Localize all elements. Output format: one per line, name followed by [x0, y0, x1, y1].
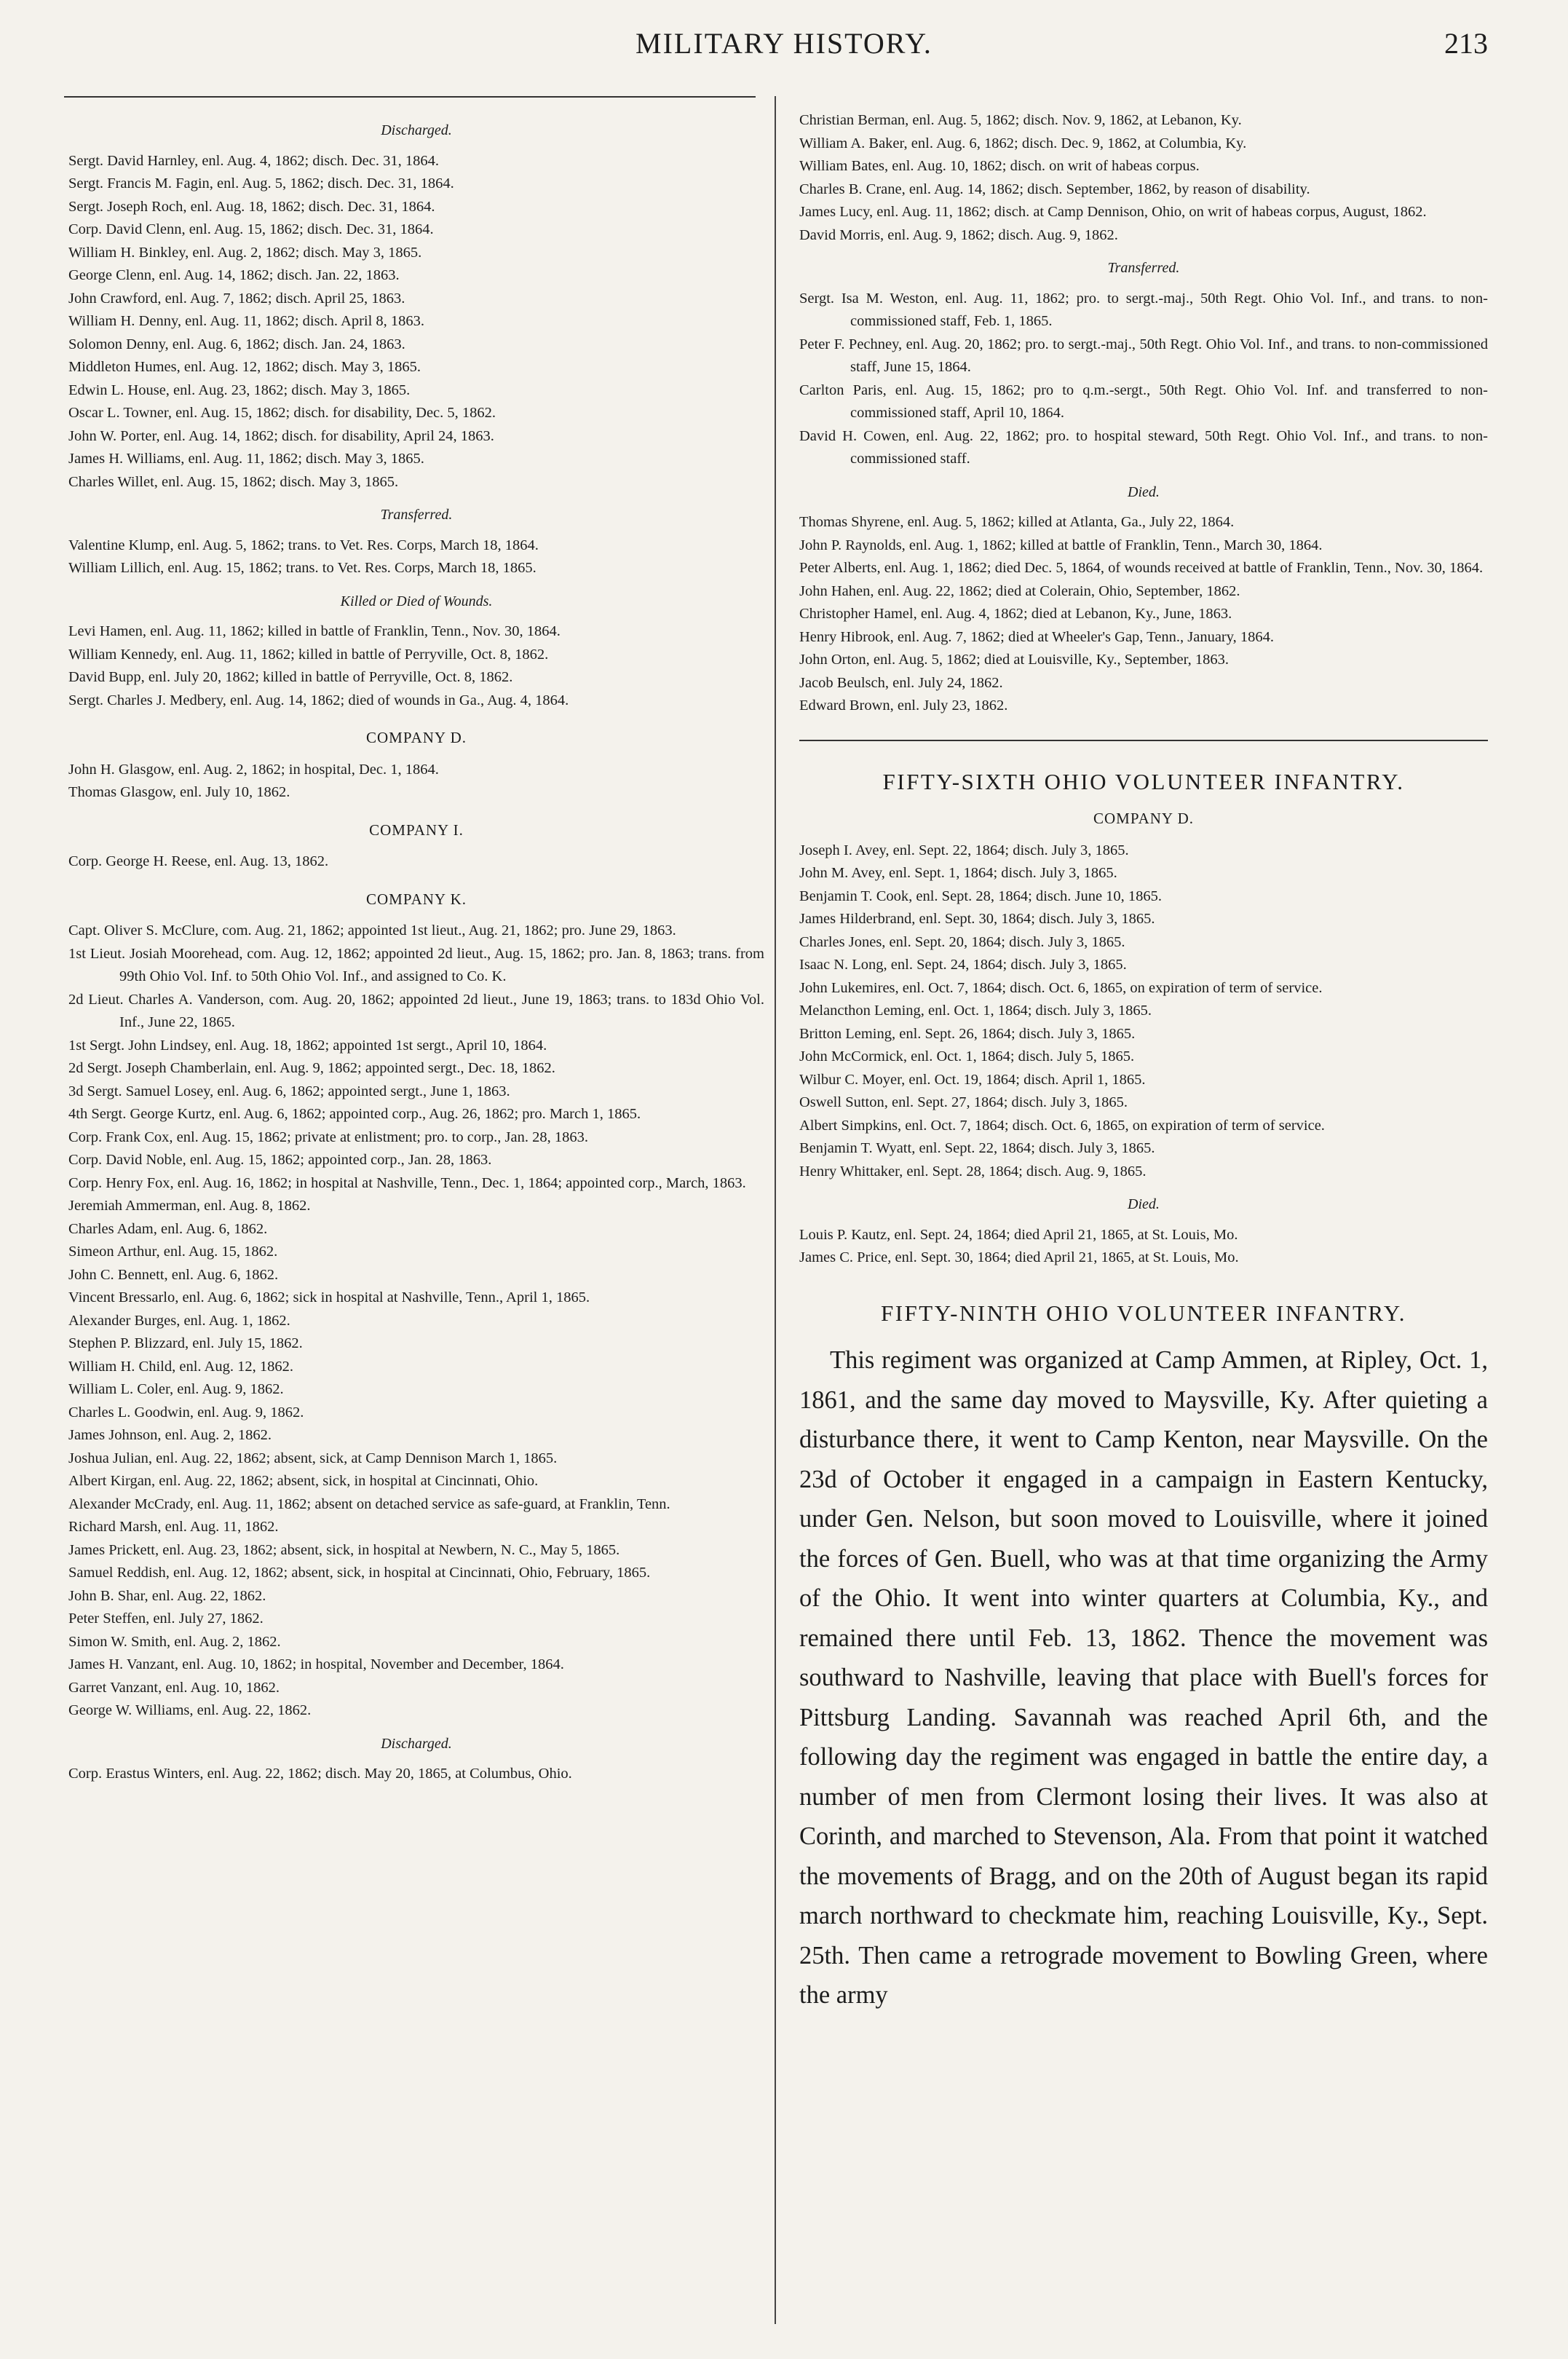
roster-entry: David H. Cowen, enl. Aug. 22, 1862; pro. to hospital steward, 50th Regt. Ohio Vol. Inf., and trans. to non-commissioned staff. — [799, 427, 1488, 467]
section-subheading: Died. — [1128, 483, 1160, 500]
section-subheading: Killed or Died of Wounds. — [340, 593, 493, 609]
roster-entry: Levi Hamen, enl. Aug. 11, 1862; killed in battle of Franklin, Tenn., Nov. 30, 1864. — [68, 623, 561, 639]
roster-entry: James Prickett, enl. Aug. 23, 1862; absent, sick, in hospital at Newbern, N. C., May 5, 1865. — [68, 1541, 620, 1558]
roster-entry: Louis P. Kautz, enl. Sept. 24, 1864; died April 21, 1865, at St. Louis, Mo. — [799, 1226, 1238, 1243]
company-heading: COMPANY D. — [1093, 810, 1194, 827]
section-subheading: Transferred. — [1107, 260, 1180, 276]
header-rule — [64, 96, 756, 98]
roster-entry: Britton Leming, enl. Sept. 26, 1864; disch. July 3, 1865. — [799, 1025, 1136, 1042]
roster-entry: Samuel Reddish, enl. Aug. 12, 1862; absent, sick, in hospital at Cincinnati, Ohio, February, 1865. — [68, 1565, 651, 1581]
roster-entry: John Orton, enl. Aug. 5, 1862; died at Louisville, Ky., September, 1863. — [799, 652, 1230, 668]
roster-entry: Benjamin T. Wyatt, enl. Sept. 22, 1864; disch. July 3, 1865. — [799, 1140, 1155, 1156]
roster-entry: 1st Sergt. John Lindsey, enl. Aug. 18, 1862; appointed 1st sergt., April 10, 1864. — [68, 1037, 547, 1054]
roster-entry: William H. Denny, enl. Aug. 11, 1862; disch. April 8, 1863. — [68, 313, 425, 329]
roster-entry: Charles Adam, enl. Aug. 6, 1862. — [68, 1220, 268, 1237]
page-header — [0, 26, 1568, 84]
regiment-title: FIFTY-NINTH OHIO VOLUNTEER INFANTRY. — [880, 1300, 1407, 1326]
section-subheading: Transferred. — [380, 507, 453, 523]
roster-entry: Charles Jones, enl. Sept. 20, 1864; disch. July 3, 1865. — [799, 933, 1125, 950]
roster-entry: 4th Sergt. George Kurtz, enl. Aug. 6, 1862; appointed corp., Aug. 26, 1862; pro. March 1, 1865. — [68, 1106, 641, 1122]
roster-entry: Henry Hibrook, enl. Aug. 7, 1862; died at Wheeler's Gap, Tenn., January, 1864. — [799, 628, 1275, 645]
roster-entry: 1st Lieut. Josiah Moorehead, com. Aug. 12, 1862; appointed 2d lieut., Aug. 15, 1862; pro. Jan. 8, 1863; trans. from 99th Ohio Vol. Inf. to 50th Ohio Vol. Inf., and assigned to Co. K. — [68, 945, 764, 984]
roster-entry: 3d Sergt. Samuel Losey, enl. Aug. 6, 1862; appointed sergt., June 1, 1863. — [68, 1083, 510, 1099]
roster-entry: Peter Alberts, enl. Aug. 1, 1862; died Dec. 5, 1864, of wounds received at battle of Franklin, Tenn., Nov. 30, 1864. — [799, 560, 1484, 576]
roster-entry: Sergt. Francis M. Fagin, enl. Aug. 5, 1862; disch. Dec. 31, 1864. — [68, 175, 454, 191]
roster-entry: Joseph I. Avey, enl. Sept. 22, 1864; disch. July 3, 1865. — [799, 842, 1129, 858]
roster-entry: Charles L. Goodwin, enl. Aug. 9, 1862. — [68, 1404, 304, 1420]
roster-entry: Corp. Frank Cox, enl. Aug. 15, 1862; private at enlistment; pro. to corp., Jan. 28, 1863. — [68, 1129, 588, 1145]
roster-entry: Peter F. Pechney, enl. Aug. 20, 1862; pro. to sergt.-maj., 50th Regt. Ohio Vol. Inf., and trans. to non-commissioned staff, June 15, 1864. — [799, 336, 1488, 375]
roster-entry: Sergt. Isa M. Weston, enl. Aug. 11, 1862; pro. to sergt.-maj., 50th Regt. Ohio Vol. Inf., and trans. to non-commissioned staff, Feb. 1, 1865. — [799, 290, 1488, 329]
section-subheading: Discharged. — [381, 122, 452, 138]
running-title: MILITARY HISTORY. — [635, 27, 933, 60]
roster-entry: John McCormick, enl. Oct. 1, 1864; disch. July 5, 1865. — [799, 1048, 1135, 1064]
roster-entry: Simeon Arthur, enl. Aug. 15, 1862. — [68, 1244, 278, 1260]
roster-entry: Middleton Humes, enl. Aug. 12, 1862; disch. May 3, 1865. — [68, 359, 421, 375]
roster-entry: Albert Kirgan, enl. Aug. 22, 1862; absent, sick, in hospital at Cincinnati, Ohio. — [68, 1473, 539, 1489]
roster-entry: Vincent Bressarlo, enl. Aug. 6, 1862; sick in hospital at Nashville, Tenn., April 1, 1865. — [68, 1289, 590, 1305]
roster-entry: Richard Marsh, enl. Aug. 11, 1862. — [68, 1519, 279, 1535]
roster-entry: Jacob Beulsch, enl. July 24, 1862. — [799, 674, 1003, 691]
roster-entry: John Hahen, enl. Aug. 22, 1862; died at Colerain, Ohio, September, 1862. — [799, 582, 1240, 599]
roster-entry: Garret Vanzant, enl. Aug. 10, 1862. — [68, 1679, 280, 1696]
roster-entry: Capt. Oliver S. McClure, com. Aug. 21, 1862; appointed 1st lieut., Aug. 21, 1862; pro. June 29, 1863. — [68, 922, 676, 939]
roster-entry: Sergt. Charles J. Medbery, enl. Aug. 14, 1862; died of wounds in Ga., Aug. 4, 1864. — [68, 692, 569, 708]
roster-entry: John Lukemires, enl. Oct. 7, 1864; disch. Oct. 6, 1865, on expiration of term of service. — [799, 979, 1323, 996]
roster-entry: Corp. David Noble, enl. Aug. 15, 1862; appointed corp., Jan. 28, 1863. — [68, 1152, 492, 1168]
page-number: 213 — [1444, 27, 1488, 60]
company-heading: COMPANY I. — [369, 821, 464, 839]
roster-entry: Albert Simpkins, enl. Oct. 7, 1864; disch. Oct. 6, 1865, on expiration of term of service. — [799, 1117, 1325, 1134]
roster-entry: John C. Bennett, enl. Aug. 6, 1862. — [68, 1266, 279, 1283]
roster-entry: Simon W. Smith, enl. Aug. 2, 1862. — [68, 1633, 281, 1650]
roster-entry: Christian Berman, enl. Aug. 5, 1862; disch. Nov. 9, 1862, at Lebanon, Ky. — [799, 112, 1242, 128]
roster-entry: Melancthon Leming, enl. Oct. 1, 1864; disch. July 3, 1865. — [799, 1003, 1152, 1019]
roster-entry: James Hilderbrand, enl. Sept. 30, 1864; disch. July 3, 1865. — [799, 911, 1155, 927]
roster-entry: Sergt. David Harnley, enl. Aug. 4, 1862; disch. Dec. 31, 1864. — [68, 152, 440, 169]
roster-entry: James Johnson, enl. Aug. 2, 1862. — [68, 1427, 272, 1443]
company-heading: COMPANY K. — [366, 890, 467, 908]
roster-entry: George W. Williams, enl. Aug. 22, 1862. — [68, 1702, 312, 1718]
section-subheading: Discharged. — [381, 1735, 452, 1752]
roster-entry: Carlton Paris, enl. Aug. 15, 1862; pro to q.m.-sergt., 50th Regt. Ohio Vol. Inf. and transferred to non-commissioned staff, April 10, 1864. — [799, 382, 1488, 421]
left-column — [68, 109, 764, 1786]
column-divider — [775, 96, 776, 2324]
roster-entry: Alexander McCrady, enl. Aug. 11, 1862; absent on detached service as safe-guard, at Franklin, Tenn. — [68, 1495, 670, 1512]
roster-entry: Christopher Hamel, enl. Aug. 4, 1862; died at Lebanon, Ky., June, 1863. — [799, 606, 1232, 622]
roster-entry: William H. Binkley, enl. Aug. 2, 1862; disch. May 3, 1865. — [68, 244, 422, 261]
roster-entry: John H. Glasgow, enl. Aug. 2, 1862; in hospital, Dec. 1, 1864. — [68, 761, 439, 778]
roster-entry: William Bates, enl. Aug. 10, 1862; disch. on writ of habeas corpus. — [799, 158, 1200, 174]
roster-entry: Corp. Henry Fox, enl. Aug. 16, 1862; in hospital at Nashville, Tenn., Dec. 1, 1864; appointed corp., March, 1863. — [68, 1174, 746, 1191]
roster-entry: Edward Brown, enl. July 23, 1862. — [799, 698, 1008, 714]
roster-entry: Sergt. Joseph Roch, enl. Aug. 18, 1862; disch. Dec. 31, 1864. — [68, 198, 435, 215]
roster-entry: John W. Porter, enl. Aug. 14, 1862; disch. for disability, April 24, 1863. — [68, 427, 494, 444]
narrative-paragraph: This regiment was organized at Camp Ammen, at Ripley, Oct. 1, 1861, and the same day moved to Maysville, Ky. After quieting a disturbance there, it went to Camp Kenton, near Maysville. On the 23d of October it engaged in a campaign in Eastern Kentucky, under Gen. Nelson, but soon moved to Louisville, where it joined the forces of Gen. Buell, who was at that time organizing the Army of the Ohio. It went into winter quarters at Columbia, Ky., and remained there until Feb. 13, 1862. Thence the movement was southward to Nashville, leaving that place with Buell's forces for Pittsburg Landing. Savannah was reached April 6th, and the following day the regiment was engaged in battle the entire day, a number of men from Clermont losing their lives. It was also at Corinth, and marched to Stevenson, Ala. From that point it watched the movements of Bragg, and on the 20th of August began its rapid march northward to checkmate him, reaching Louisville, Ky., Sept. 25th. Then came a retrograde movement to Bowling Green, where the army — [799, 1346, 1488, 2009]
roster-entry: Thomas Shyrene, enl. Aug. 5, 1862; killed at Atlanta, Ga., July 22, 1864. — [799, 514, 1235, 530]
roster-entry: William L. Coler, enl. Aug. 9, 1862. — [68, 1381, 284, 1397]
roster-entry: John B. Shar, enl. Aug. 22, 1862. — [68, 1587, 266, 1604]
roster-entry: Solomon Denny, enl. Aug. 6, 1862; disch. Jan. 24, 1863. — [68, 336, 405, 352]
roster-entry: George Clenn, enl. Aug. 14, 1862; disch. Jan. 22, 1863. — [68, 267, 400, 283]
roster-entry: William H. Child, enl. Aug. 12, 1862. — [68, 1358, 293, 1375]
roster-entry: William Kennedy, enl. Aug. 11, 1862; killed in battle of Perryville, Oct. 8, 1862. — [68, 646, 549, 663]
roster-entry: Benjamin T. Cook, enl. Sept. 28, 1864; disch. June 10, 1865. — [799, 888, 1163, 904]
roster-entry: Charles Willet, enl. Aug. 15, 1862; disch. May 3, 1865. — [68, 473, 399, 490]
roster-entry: Oswell Sutton, enl. Sept. 27, 1864; disch. July 3, 1865. — [799, 1094, 1128, 1110]
roster-entry: Thomas Glasgow, enl. July 10, 1862. — [68, 784, 290, 800]
roster-entry: William A. Baker, enl. Aug. 6, 1862; disch. Dec. 9, 1862, at Columbia, Ky. — [799, 135, 1247, 151]
roster-entry: Jeremiah Ammerman, enl. Aug. 8, 1862. — [68, 1198, 311, 1214]
roster-entry: Corp. George H. Reese, enl. Aug. 13, 1862. — [68, 853, 329, 869]
company-heading: COMPANY D. — [366, 729, 467, 746]
roster-entry: Isaac N. Long, enl. Sept. 24, 1864; disch. July 3, 1865. — [799, 957, 1127, 973]
roster-entry: John Crawford, enl. Aug. 7, 1862; disch. April 25, 1863. — [68, 290, 405, 307]
roster-entry: Valentine Klump, enl. Aug. 5, 1862; trans. to Vet. Res. Corps, March 18, 1864. — [68, 537, 539, 553]
roster-entry: Joshua Julian, enl. Aug. 22, 1862; absent, sick, at Camp Dennison March 1, 1865. — [68, 1450, 558, 1466]
roster-entry: James Lucy, enl. Aug. 11, 1862; disch. at Camp Dennison, Ohio, on writ of habeas corpus, August, 1862. — [799, 204, 1427, 220]
roster-entry: William Lillich, enl. Aug. 15, 1862; trans. to Vet. Res. Corps, March 18, 1865. — [68, 560, 536, 576]
roster-entry: John P. Raynolds, enl. Aug. 1, 1862; killed at battle of Franklin, Tenn., March 30, 1864. — [799, 537, 1323, 553]
section-subheading: Died. — [1128, 1196, 1160, 1212]
roster-entry: Corp. David Clenn, enl. Aug. 15, 1862; disch. Dec. 31, 1864. — [68, 221, 434, 237]
roster-entry: James H. Vanzant, enl. Aug. 10, 1862; in hospital, November and December, 1864. — [68, 1656, 564, 1672]
roster-entry: David Bupp, enl. July 20, 1862; killed in battle of Perryville, Oct. 8, 1862. — [68, 669, 513, 685]
roster-entry: Stephen P. Blizzard, enl. July 15, 1862. — [68, 1335, 303, 1351]
roster-entry: Charles B. Crane, enl. Aug. 14, 1862; disch. September, 1862, by reason of disability. — [799, 181, 1310, 197]
regiment-title: FIFTY-SIXTH OHIO VOLUNTEER INFANTRY. — [799, 740, 1488, 794]
roster-entry: 2d Sergt. Joseph Chamberlain, enl. Aug. 9, 1862; appointed sergt., Dec. 18, 1862. — [68, 1060, 555, 1076]
roster-entry: 2d Lieut. Charles A. Vanderson, com. Aug. 20, 1862; appointed 2d lieut., June 19, 1863; trans. to 183d Ohio Vol. Inf., June 22, 1865. — [68, 991, 764, 1030]
roster-entry: Oscar L. Towner, enl. Aug. 15, 1862; disch. for disability, Dec. 5, 1862. — [68, 405, 496, 421]
roster-entry: Henry Whittaker, enl. Sept. 28, 1864; disch. Aug. 9, 1865. — [799, 1163, 1147, 1180]
roster-entry: James C. Price, enl. Sept. 30, 1864; died April 21, 1865, at St. Louis, Mo. — [799, 1249, 1239, 1265]
roster-entry: John M. Avey, enl. Sept. 1, 1864; disch. July 3, 1865. — [799, 865, 1117, 881]
roster-entry: Corp. Erastus Winters, enl. Aug. 22, 1862; disch. May 20, 1865, at Columbus, Ohio. — [68, 1766, 572, 1782]
roster-entry: Wilbur C. Moyer, enl. Oct. 19, 1864; disch. April 1, 1865. — [799, 1071, 1146, 1088]
roster-entry: James H. Williams, enl. Aug. 11, 1862; disch. May 3, 1865. — [68, 451, 424, 467]
roster-entry: David Morris, enl. Aug. 9, 1862; disch. Aug. 9, 1862. — [799, 226, 1118, 243]
roster-entry: Alexander Burges, enl. Aug. 1, 1862. — [68, 1312, 290, 1329]
roster-entry: Peter Steffen, enl. July 27, 1862. — [68, 1611, 264, 1627]
roster-entry: Edwin L. House, enl. Aug. 23, 1862; disch. May 3, 1865. — [68, 382, 411, 398]
right-column — [799, 109, 1488, 2015]
